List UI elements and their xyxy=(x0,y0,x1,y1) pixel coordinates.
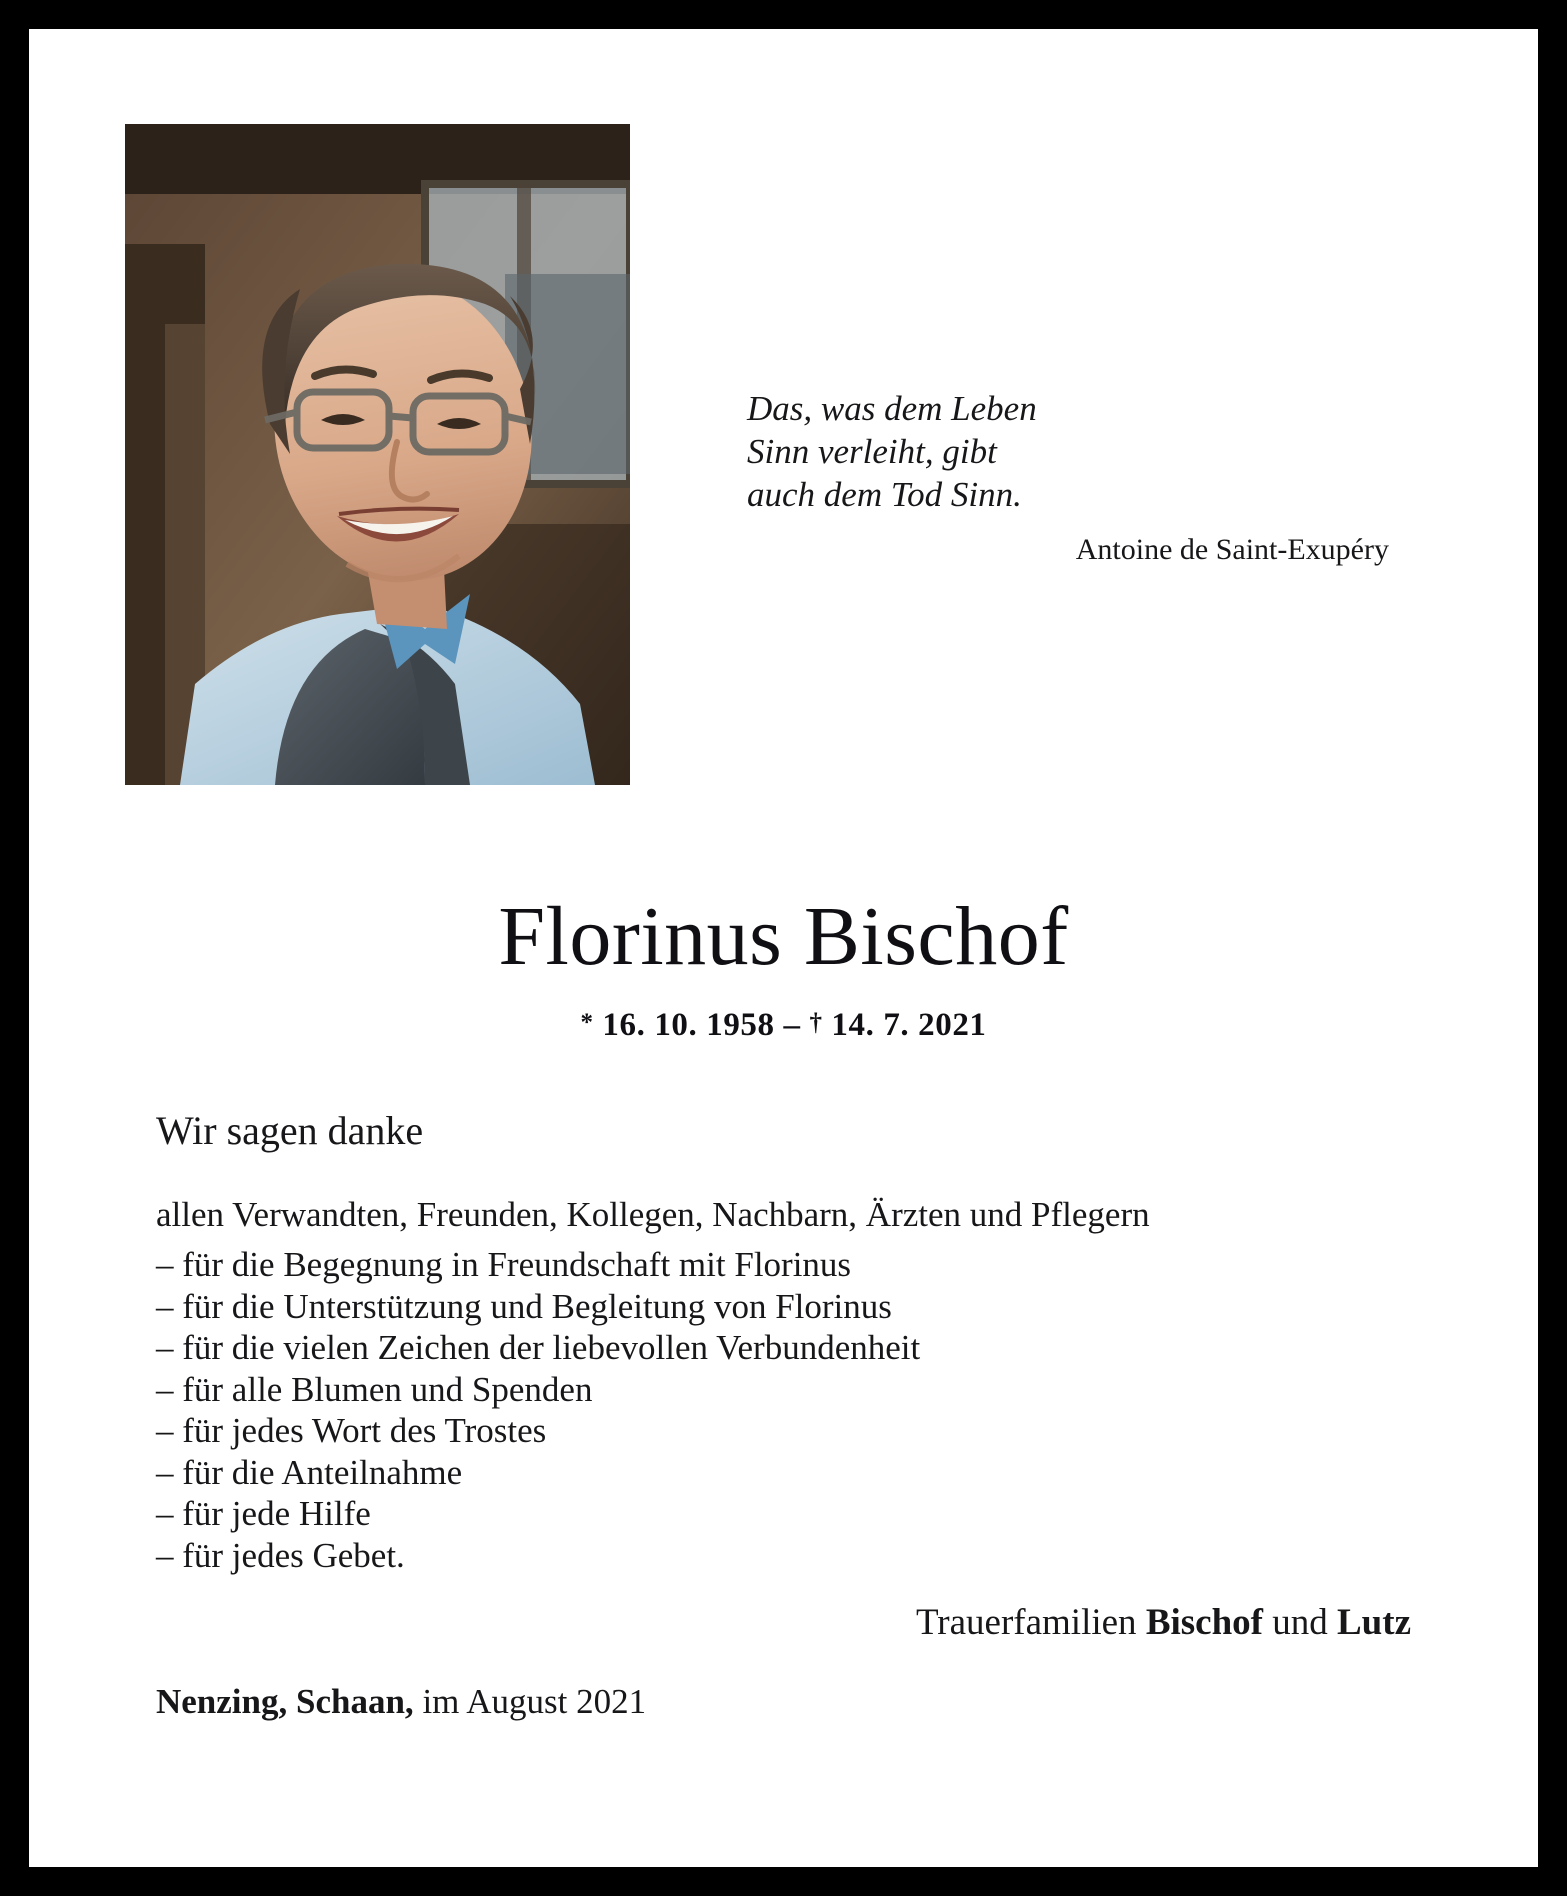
list-item: – für alle Blumen und Spenden xyxy=(156,1369,593,1409)
families-conjunction: und xyxy=(1263,1602,1337,1643)
deceased-name: Florinus Bischof xyxy=(498,890,1069,983)
list-item: – für die Begegnung in Freundschaft mit Florinus xyxy=(156,1245,852,1284)
thanks-intro: allen Verwandten, Freunden, Kollegen, Nachbarn, Ärzten und Pflegern xyxy=(156,1195,1150,1234)
list-item: – für jede Hilfe xyxy=(156,1494,371,1533)
quote-line-1: Das, was dem Leben xyxy=(747,389,1037,428)
list-item: – für jedes Gebet. xyxy=(156,1535,405,1575)
place-and-date xyxy=(156,1681,646,1723)
family-name-primary: Bischof xyxy=(1145,1602,1263,1643)
thanks-heading: Wir sagen danke xyxy=(156,1108,424,1153)
thanks-list xyxy=(156,1244,1406,1576)
quote-line-2: Sinn verleiht, gibt xyxy=(747,432,997,471)
death-date: 14. 7. 2021 xyxy=(831,1007,987,1043)
quote-block xyxy=(747,387,1397,568)
publication-date: im August 2021 xyxy=(413,1682,647,1721)
dates-separator: – xyxy=(783,1007,801,1043)
families-prefix: Trauerfamilien xyxy=(915,1602,1146,1643)
quote-line-3: auch dem Tod Sinn. xyxy=(747,475,1022,514)
list-item: – für die vielen Zeichen der liebevollen Verbundenheit xyxy=(156,1328,921,1367)
place-names: Nenzing, Schaan, xyxy=(156,1682,414,1721)
mourning-families xyxy=(916,1601,1411,1645)
portrait-photo xyxy=(125,124,630,785)
list-item: – für die Unterstützung und Begleitung von Florinus xyxy=(156,1286,892,1326)
memorial-card xyxy=(29,29,1538,1867)
birth-symbol: * xyxy=(580,1009,594,1036)
portrait-photo-image xyxy=(125,124,630,785)
birth-date: 16. 10. 1958 xyxy=(602,1007,775,1043)
life-dates xyxy=(29,1007,1538,1044)
list-item: – für jedes Wort des Trostes xyxy=(156,1411,547,1450)
family-name-secondary: Lutz xyxy=(1337,1602,1411,1643)
death-symbol: † xyxy=(809,1009,823,1036)
quote-author: Antoine de Saint-Exupéry xyxy=(1075,533,1389,566)
list-item: – für die Anteilnahme xyxy=(156,1452,463,1492)
